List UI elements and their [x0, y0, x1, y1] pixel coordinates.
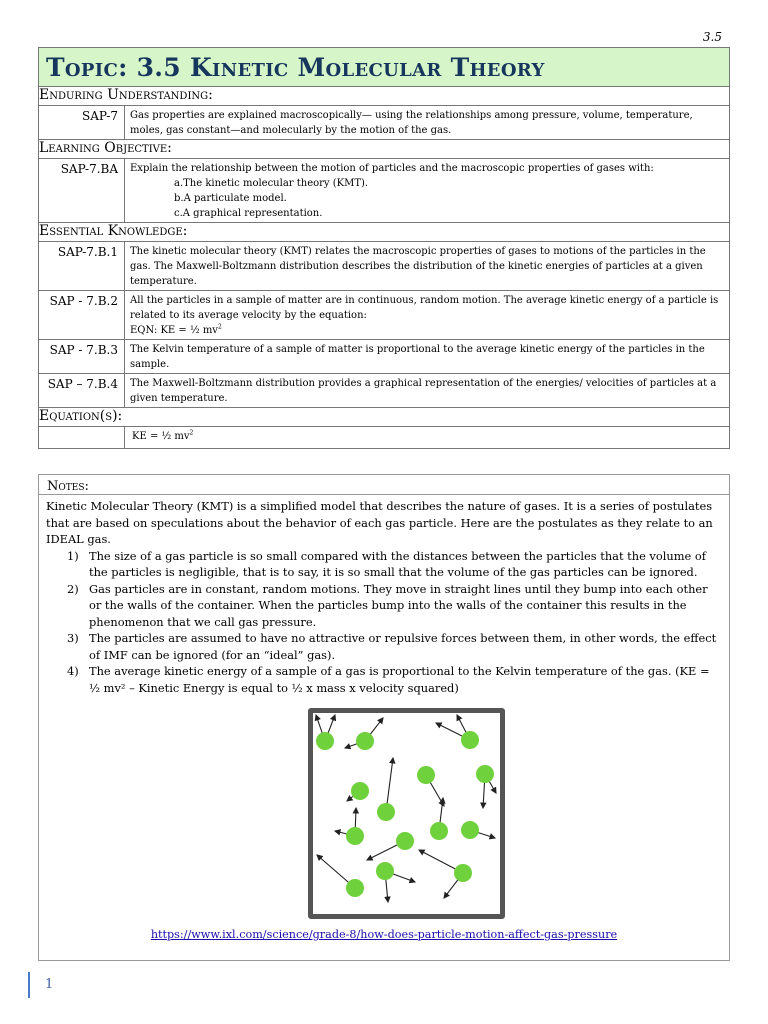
- postulate-text: Gas particles are in constant, random motions. They move in straight lines until they bump into each other or the walls of the container. When the particles bump into the walls of the container this results in the phenomenon that we call gas pressure.: [89, 581, 708, 629]
- ek-cell-2: [125, 291, 730, 340]
- ek-text-2: All the particles in a sample of matter are in continuous, random motion. The average kinetic energy of a particle is related to its average velocity by the equation:: [130, 295, 719, 321]
- postulate-text: The size of a gas particle is so small compared with the distances between the particles that the volume of the particles is negligible, that is to say, it is so small that the volume of the gas particles can be ignored.: [89, 548, 706, 579]
- equation-sup: 2: [189, 429, 194, 437]
- notes-box: [38, 474, 730, 961]
- objective-code: SAP-7.BA: [39, 159, 125, 223]
- ek-eqn: [130, 323, 725, 338]
- equations-heading: Equation(s):: [39, 408, 730, 427]
- postulate-item: [46, 663, 723, 696]
- objective-heading: Learning Objective:: [39, 140, 730, 159]
- topic-title: Topic: 3.5 Kinetic Molecular Theory: [46, 53, 545, 82]
- enduring-heading: Enduring Understanding:: [39, 87, 730, 106]
- footer-accent-bar: [28, 972, 30, 998]
- ek-text-3: The Kelvin temperature of a sample of matter is proportional to the average kinetic energy of the particles in the sample.: [125, 340, 730, 374]
- enduring-code: SAP-7: [39, 106, 125, 140]
- gas-particles-svg: [313, 713, 500, 914]
- objective-intro: Explain the relationship between the motion of particles and the macroscopic properties of gases with:: [130, 163, 654, 174]
- notes-heading: Notes:: [39, 475, 729, 495]
- ek-eqn-text: EQN: KE = ½ mv: [130, 325, 218, 336]
- postulate-item: [46, 548, 723, 581]
- ek-code-3: SAP - 7.B.3: [39, 340, 125, 374]
- postulate-text: The particles are assumed to have no attractive or repulsive forces between them, in other words, the effect of IMF can be ignored (for an “ideal” gas).: [89, 631, 717, 662]
- curriculum-table: [38, 86, 730, 449]
- page-label: 3.5: [702, 30, 722, 44]
- postulate-item: [46, 581, 723, 631]
- gas-particles: [316, 731, 494, 897]
- equation-text: KE = ½ mv: [132, 431, 190, 442]
- postulate-number: 3): [67, 631, 79, 645]
- ek-text-1: The kinetic molecular theory (KMT) relates the macroscopic properties of gases to motions of the particles in the gas. The Maxwell-Boltzmann distribution describes the distribution of the kinetic energies of particles at a given temperature.: [125, 242, 730, 291]
- postulate-number: 2): [67, 581, 79, 596]
- objective-item-b: b.A particulate model.: [174, 193, 287, 204]
- postulate-list: [46, 548, 723, 697]
- objective-item-c: c.A graphical representation.: [174, 208, 323, 219]
- objective-item-a: a.The kinetic molecular theory (KMT).: [174, 178, 369, 189]
- equation-cell: [125, 427, 730, 449]
- topic-title-box: [38, 47, 730, 87]
- notes-body: [39, 495, 729, 696]
- postulate-number: 1): [67, 548, 79, 563]
- enduring-text: Gas properties are explained macroscopically— using the relationships among pressure, volume, temperature, moles, gas constant—and molecularly by the motion of the gas.: [125, 106, 730, 140]
- ek-code-4: SAP – 7.B.4: [39, 374, 125, 408]
- postulate-item: [46, 630, 723, 663]
- objective-cell: [125, 159, 730, 223]
- page-number: 1: [45, 977, 54, 992]
- postulate-number: 4): [67, 664, 79, 678]
- ek-text-4: The Maxwell-Boltzmann distribution provides a graphical representation of the energies/ velocities of particles at a given temperature.: [125, 374, 730, 408]
- ek-code-2: SAP - 7.B.2: [39, 291, 125, 340]
- gas-particle-diagram: [308, 708, 505, 919]
- ek-code-1: SAP-7.B.1: [39, 242, 125, 291]
- notes-intro: Kinetic Molecular Theory (KMT) is a simplified model that describes the nature of gases. It is a series of postulates that are based on speculations about the behavior of each gas particle. Here are the postulates as they relate to an IDEAL gas.: [46, 499, 713, 546]
- essential-heading: Essential Knowledge:: [39, 223, 730, 242]
- ixl-link[interactable]: https://www.ixl.com/science/grade-8/how-does-particle-motion-affect-gas-pressure: [150, 928, 618, 941]
- ek-eqn-sup: 2: [217, 323, 222, 331]
- postulate-text: The average kinetic energy of a sample of a gas is proportional to the Kelvin temperature of the gas. (KE = ½ mv² – Kinetic Energy is equal to ½ x mass x velocity squared): [89, 664, 710, 695]
- equation-code-empty: [39, 427, 125, 449]
